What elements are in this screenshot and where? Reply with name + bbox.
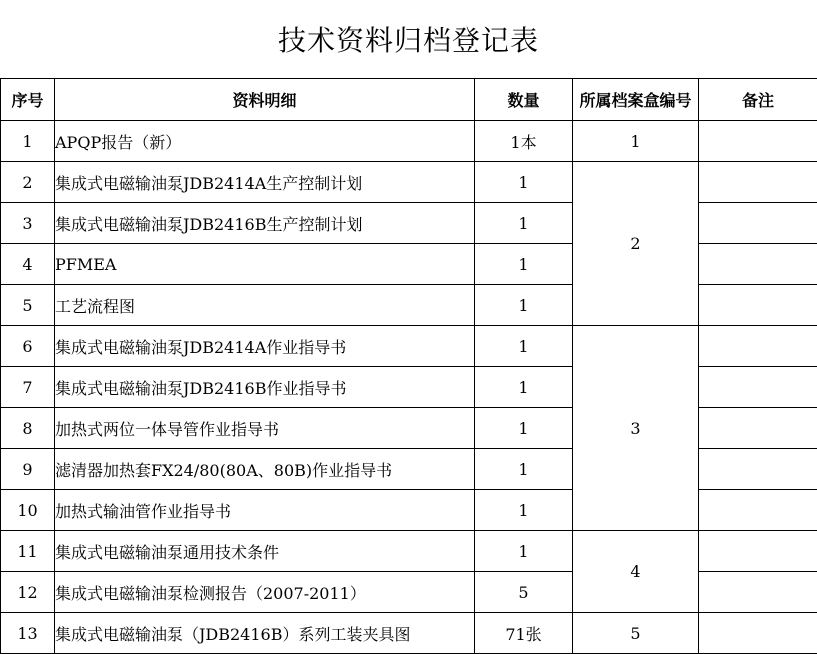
cell-remark — [699, 572, 817, 613]
cell-qty: 1 — [475, 367, 573, 408]
cell-remark — [699, 408, 817, 449]
cell-detail: 滤清器加热套FX24/80(80A、80B)作业指导书 — [55, 449, 475, 490]
table-row — [1, 613, 817, 654]
cell-detail: 集成式电磁输油泵JDB2414A生产控制计划 — [55, 162, 475, 203]
cell-detail: 集成式电磁输油泵通用技术条件 — [55, 531, 475, 572]
table-row — [1, 162, 817, 203]
cell-seq: 8 — [1, 408, 55, 449]
cell-detail: 集成式电磁输油泵（JDB2416B）系列工装夹具图 — [55, 613, 475, 654]
archive-register-table — [0, 78, 817, 654]
cell-detail: 加热式输油管作业指导书 — [55, 490, 475, 531]
cell-remark — [699, 613, 817, 654]
cell-seq: 9 — [1, 449, 55, 490]
cell-seq: 10 — [1, 490, 55, 531]
cell-detail: 集成式电磁输油泵JDB2414A作业指导书 — [55, 326, 475, 367]
cell-box: 4 — [573, 531, 699, 613]
cell-remark — [699, 531, 817, 572]
cell-seq: 13 — [1, 613, 55, 654]
cell-qty: 1 — [475, 203, 573, 244]
cell-qty: 1 — [475, 162, 573, 203]
cell-qty: 1 — [475, 326, 573, 367]
header-qty: 数量 — [475, 79, 573, 121]
cell-remark — [699, 285, 817, 326]
cell-qty: 71张 — [475, 613, 573, 654]
cell-detail: 加热式两位一体导管作业指导书 — [55, 408, 475, 449]
table-row — [1, 121, 817, 162]
cell-box: 2 — [573, 162, 699, 326]
cell-remark — [699, 121, 817, 162]
header-detail: 资料明细 — [55, 79, 475, 121]
cell-box: 1 — [573, 121, 699, 162]
cell-seq: 2 — [1, 162, 55, 203]
cell-qty: 1本 — [475, 121, 573, 162]
cell-remark — [699, 244, 817, 285]
cell-seq: 7 — [1, 367, 55, 408]
cell-seq: 4 — [1, 244, 55, 285]
cell-seq: 11 — [1, 531, 55, 572]
cell-qty: 1 — [475, 490, 573, 531]
cell-box: 3 — [573, 326, 699, 531]
table-row — [1, 326, 817, 367]
cell-box: 5 — [573, 613, 699, 654]
header-box: 所属档案盒编号 — [573, 79, 699, 121]
cell-seq: 5 — [1, 285, 55, 326]
header-remark: 备注 — [699, 79, 817, 121]
cell-seq: 3 — [1, 203, 55, 244]
header-seq: 序号 — [1, 79, 55, 121]
cell-qty: 1 — [475, 244, 573, 285]
cell-remark — [699, 367, 817, 408]
cell-remark — [699, 490, 817, 531]
cell-seq: 12 — [1, 572, 55, 613]
table-header-row — [1, 79, 817, 121]
cell-qty: 1 — [475, 449, 573, 490]
cell-remark — [699, 162, 817, 203]
cell-qty: 1 — [475, 408, 573, 449]
cell-remark — [699, 449, 817, 490]
cell-detail: APQP报告（新） — [55, 121, 475, 162]
cell-detail: PFMEA — [55, 244, 475, 285]
cell-detail: 工艺流程图 — [55, 285, 475, 326]
cell-detail: 集成式电磁输油泵JDB2416B生产控制计划 — [55, 203, 475, 244]
table-row — [1, 531, 817, 572]
cell-seq: 1 — [1, 121, 55, 162]
cell-remark — [699, 203, 817, 244]
cell-detail: 集成式电磁输油泵JDB2416B作业指导书 — [55, 367, 475, 408]
cell-detail: 集成式电磁输油泵检测报告（2007-2011） — [55, 572, 475, 613]
cell-seq: 6 — [1, 326, 55, 367]
cell-qty: 1 — [475, 285, 573, 326]
cell-qty: 5 — [475, 572, 573, 613]
cell-remark — [699, 326, 817, 367]
cell-qty: 1 — [475, 531, 573, 572]
page-title: 技术资料归档登记表 — [0, 0, 817, 78]
